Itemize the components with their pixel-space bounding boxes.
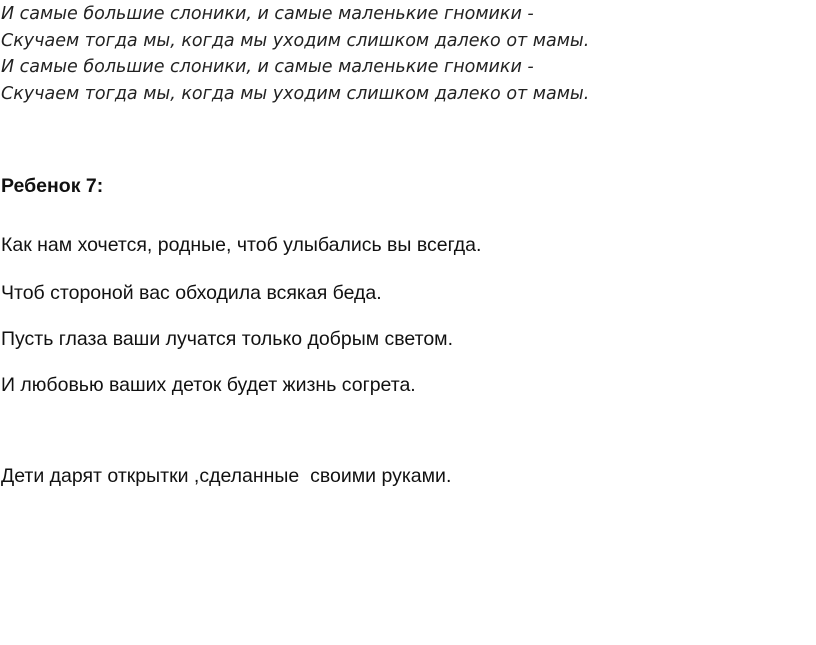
closing-line: Дети дарят открытки ,сделанные своими руками. bbox=[1, 465, 452, 487]
poem-line: Пусть глаза ваши лучатся только добрым светом. bbox=[1, 328, 454, 350]
verse-line: И самые большие слоники, и самые маленькие гномики - bbox=[1, 4, 534, 24]
italic-verse-block bbox=[1, 1, 801, 107]
poem-line: Чтоб стороной вас обходила всякая беда. bbox=[1, 282, 382, 304]
section-heading: Ребенок 7: bbox=[1, 175, 104, 197]
verse-line: Скучаем тогда мы, когда мы уходим слишком далеко от мамы. bbox=[1, 83, 590, 104]
poem-line: Как нам хочется, родные, чтоб улыбались вы всегда. bbox=[1, 234, 482, 256]
poem-line: И любовью ваших деток будет жизнь согрета. bbox=[1, 374, 416, 396]
verse-line: Скучаем тогда мы, когда мы уходим слишком далеко от мамы. bbox=[1, 30, 590, 51]
verse-line: И самые большие слоники, и самые маленькие гномики - bbox=[1, 57, 534, 77]
